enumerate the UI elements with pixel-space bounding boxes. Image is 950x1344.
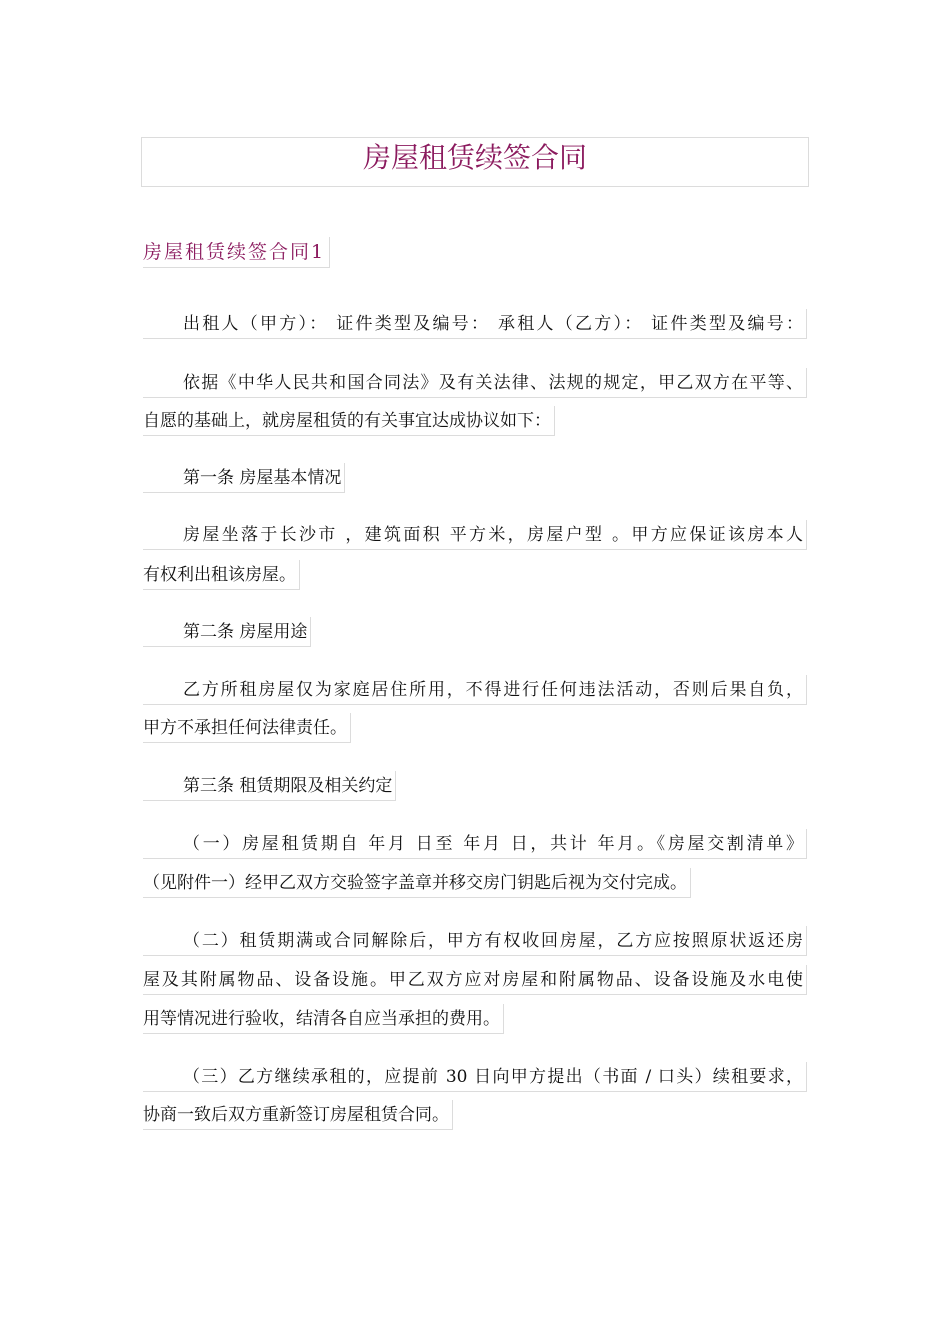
paragraph-line: 出租人（甲方）： 证件类型及编号： 承租人（乙方）： 证件类型及编号： bbox=[143, 309, 807, 339]
paragraph-line: （见附件一）经甲乙双方交验签字盖章并移交房门钥匙后视为交付完成。 bbox=[143, 868, 691, 898]
paragraph-line: 协商一致后双方重新签订房屋租赁合同。 bbox=[143, 1100, 453, 1130]
paragraph-line: 有权利出租该房屋。 bbox=[143, 560, 300, 590]
paragraph-line: （二）租赁期满或合同解除后，甲方有权收回房屋，乙方应按照原状返还房 bbox=[143, 926, 807, 956]
paragraph-line: 用等情况进行验收，结清各自应当承担的费用。 bbox=[143, 1004, 504, 1034]
paragraph-line: 甲方不承担任何法律责任。 bbox=[143, 713, 351, 743]
article-heading: 第三条 租赁期限及相关约定 bbox=[143, 771, 396, 801]
paragraph-line: 屋及其附属物品、设备设施。甲乙双方应对房屋和附属物品、设备设施及水电使 bbox=[143, 965, 807, 995]
article-heading: 第一条 房屋基本情况 bbox=[143, 463, 345, 493]
paragraph-line: （三）乙方继续承租的，应提前 30 日向甲方提出（书面 / 口头）续租要求， bbox=[143, 1062, 807, 1092]
document-title: 房屋租赁续签合同 bbox=[141, 137, 809, 187]
article-heading: 第二条 房屋用途 bbox=[143, 617, 311, 647]
paragraph-line: 房屋坐落于长沙市 ，建筑面积 平方米，房屋户型 。甲方应保证该房本人 bbox=[143, 520, 807, 550]
paragraph-line: 乙方所租房屋仅为家庭居住所用，不得进行任何违法活动，否则后果自负， bbox=[143, 675, 807, 705]
paragraph-line: （一）房屋租赁期自 年月 日至 年月 日，共计 年月。《房屋交割清单》 bbox=[143, 829, 807, 859]
paragraph-line: 依据《中华人民共和国合同法》及有关法律、法规的规定，甲乙双方在平等、 bbox=[143, 368, 807, 398]
paragraph-line: 自愿的基础上，就房屋租赁的有关事宜达成协议如下： bbox=[143, 406, 555, 436]
section-heading: 房屋租赁续签合同1 bbox=[143, 237, 330, 268]
